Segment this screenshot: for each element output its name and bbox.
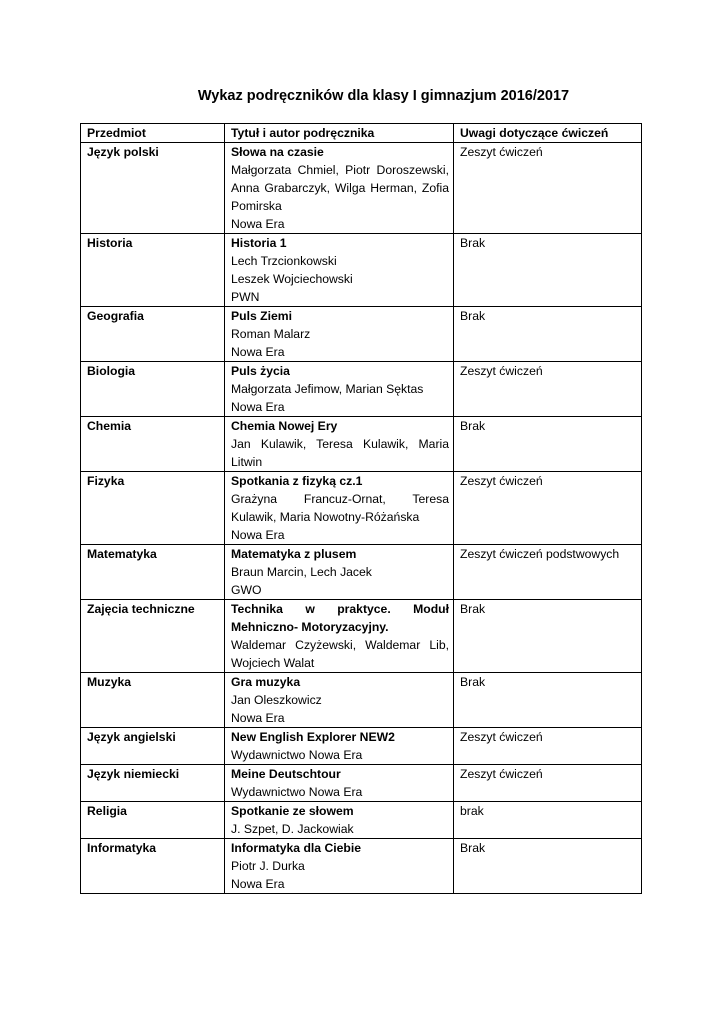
table-row — [81, 545, 642, 600]
title-author-cell — [225, 417, 454, 472]
table-row — [81, 307, 642, 362]
notes-cell: Zeszyt ćwiczeń — [454, 728, 642, 765]
title-author-cell — [225, 307, 454, 362]
notes-cell: Zeszyt ćwiczeń — [454, 362, 642, 417]
book-title: Historia 1 — [231, 236, 287, 250]
notes-cell: brak — [454, 802, 642, 839]
title-author-cell — [225, 472, 454, 545]
header-title-author: Tytuł i autor podręcznika — [225, 124, 454, 143]
subject-cell: Zajęcia techniczne — [81, 600, 225, 673]
author-line: Waldemar Czyżewski, Waldemar Lib, Wojciech Walat — [231, 638, 449, 670]
publisher: Nowa Era — [231, 711, 285, 725]
notes-cell: Brak — [454, 600, 642, 673]
publisher: Nowa Era — [231, 877, 285, 891]
table-header-row — [81, 124, 642, 143]
subject-cell: Język niemiecki — [81, 765, 225, 802]
title-author-cell — [225, 234, 454, 307]
title-author-cell — [225, 839, 454, 894]
publisher: Nowa Era — [231, 345, 285, 359]
notes-cell: Brak — [454, 839, 642, 894]
book-title: Chemia Nowej Ery — [231, 419, 338, 433]
publisher: GWO — [231, 583, 262, 597]
author-line: Lech Trzcionkowski — [231, 254, 337, 268]
notes-cell: Brak — [454, 234, 642, 307]
title-author-cell — [225, 143, 454, 234]
notes-cell: Zeszyt ćwiczeń — [454, 765, 642, 802]
header-notes: Uwagi dotyczące ćwiczeń — [454, 124, 642, 143]
author-line: Roman Malarz — [231, 327, 311, 341]
subject-cell: Historia — [81, 234, 225, 307]
subject-cell: Informatyka — [81, 839, 225, 894]
notes-cell: Zeszyt ćwiczeń podstwowych — [454, 545, 642, 600]
title-author-cell — [225, 545, 454, 600]
table-row — [81, 673, 642, 728]
book-title: Matematyka z plusem — [231, 547, 357, 561]
page-title: Wykaz podręczników dla klasy I gimnazjum 2016/2017 — [197, 88, 570, 104]
book-title: New English Explorer NEW2 — [231, 730, 395, 744]
table-row — [81, 839, 642, 894]
book-title: Technika w praktyce. Moduł Mehniczno- Motoryzacyjny. — [231, 602, 449, 634]
book-title: Słowa na czasie — [231, 145, 324, 159]
book-title: Informatyka dla Ciebie — [231, 841, 362, 855]
notes-cell: Brak — [454, 417, 642, 472]
subject-cell: Język angielski — [81, 728, 225, 765]
author-line: J. Szpet, D. Jackowiak — [231, 822, 354, 836]
title-author-cell — [225, 362, 454, 417]
book-title: Spotkanie ze słowem — [231, 804, 354, 818]
book-title: Puls życia — [231, 364, 290, 378]
table-row — [81, 234, 642, 307]
table-row — [81, 728, 642, 765]
author-line: Jan Oleszkowicz — [231, 693, 322, 707]
table-row — [81, 600, 642, 673]
subject-cell: Język polski — [81, 143, 225, 234]
subject-cell: Religia — [81, 802, 225, 839]
title-author-cell — [225, 600, 454, 673]
notes-cell: Zeszyt ćwiczeń — [454, 143, 642, 234]
notes-cell: Brak — [454, 307, 642, 362]
author-line: Leszek Wojciechowski — [231, 272, 353, 286]
notes-cell: Brak — [454, 673, 642, 728]
table-row — [81, 417, 642, 472]
notes-cell: Zeszyt ćwiczeń — [454, 472, 642, 545]
subject-cell: Biologia — [81, 362, 225, 417]
table-row — [81, 802, 642, 839]
publisher: Nowa Era — [231, 217, 285, 231]
author-line: Grażyna Francuz-Ornat, Teresa Kulawik, Maria Nowotny-Różańska — [231, 492, 449, 524]
subject-cell: Fizyka — [81, 472, 225, 545]
table-row — [81, 765, 642, 802]
title-author-cell — [225, 802, 454, 839]
textbook-table — [80, 123, 642, 894]
book-title: Gra muzyka — [231, 675, 301, 689]
author-line: Wydawnictwo Nowa Era — [231, 748, 363, 762]
author-line: Małgorzata Jefimow, Marian Sęktas — [231, 382, 424, 396]
table-row — [81, 143, 642, 234]
header-subject: Przedmiot — [81, 124, 225, 143]
author-line: Jan Kulawik, Teresa Kulawik, Maria Litwin — [231, 437, 449, 469]
book-title: Meine Deutschtour — [231, 767, 341, 781]
author-line: Wydawnictwo Nowa Era — [231, 785, 363, 799]
subject-cell: Matematyka — [81, 545, 225, 600]
title-author-cell — [225, 728, 454, 765]
title-author-cell — [225, 673, 454, 728]
publisher: Nowa Era — [231, 528, 285, 542]
subject-cell: Chemia — [81, 417, 225, 472]
table-row — [81, 362, 642, 417]
book-title: Puls Ziemi — [231, 309, 292, 323]
author-line: Piotr J. Durka — [231, 859, 305, 873]
publisher: PWN — [231, 290, 260, 304]
author-line: Małgorzata Chmiel, Piotr Doroszewski, Anna Grabarczyk, Wilga Herman, Zofia Pomirska — [231, 163, 449, 213]
title-author-cell — [225, 765, 454, 802]
table-row — [81, 472, 642, 545]
subject-cell: Muzyka — [81, 673, 225, 728]
author-line: Braun Marcin, Lech Jacek — [231, 565, 372, 579]
subject-cell: Geografia — [81, 307, 225, 362]
book-title: Spotkania z fizyką cz.1 — [231, 474, 363, 488]
publisher: Nowa Era — [231, 400, 285, 414]
